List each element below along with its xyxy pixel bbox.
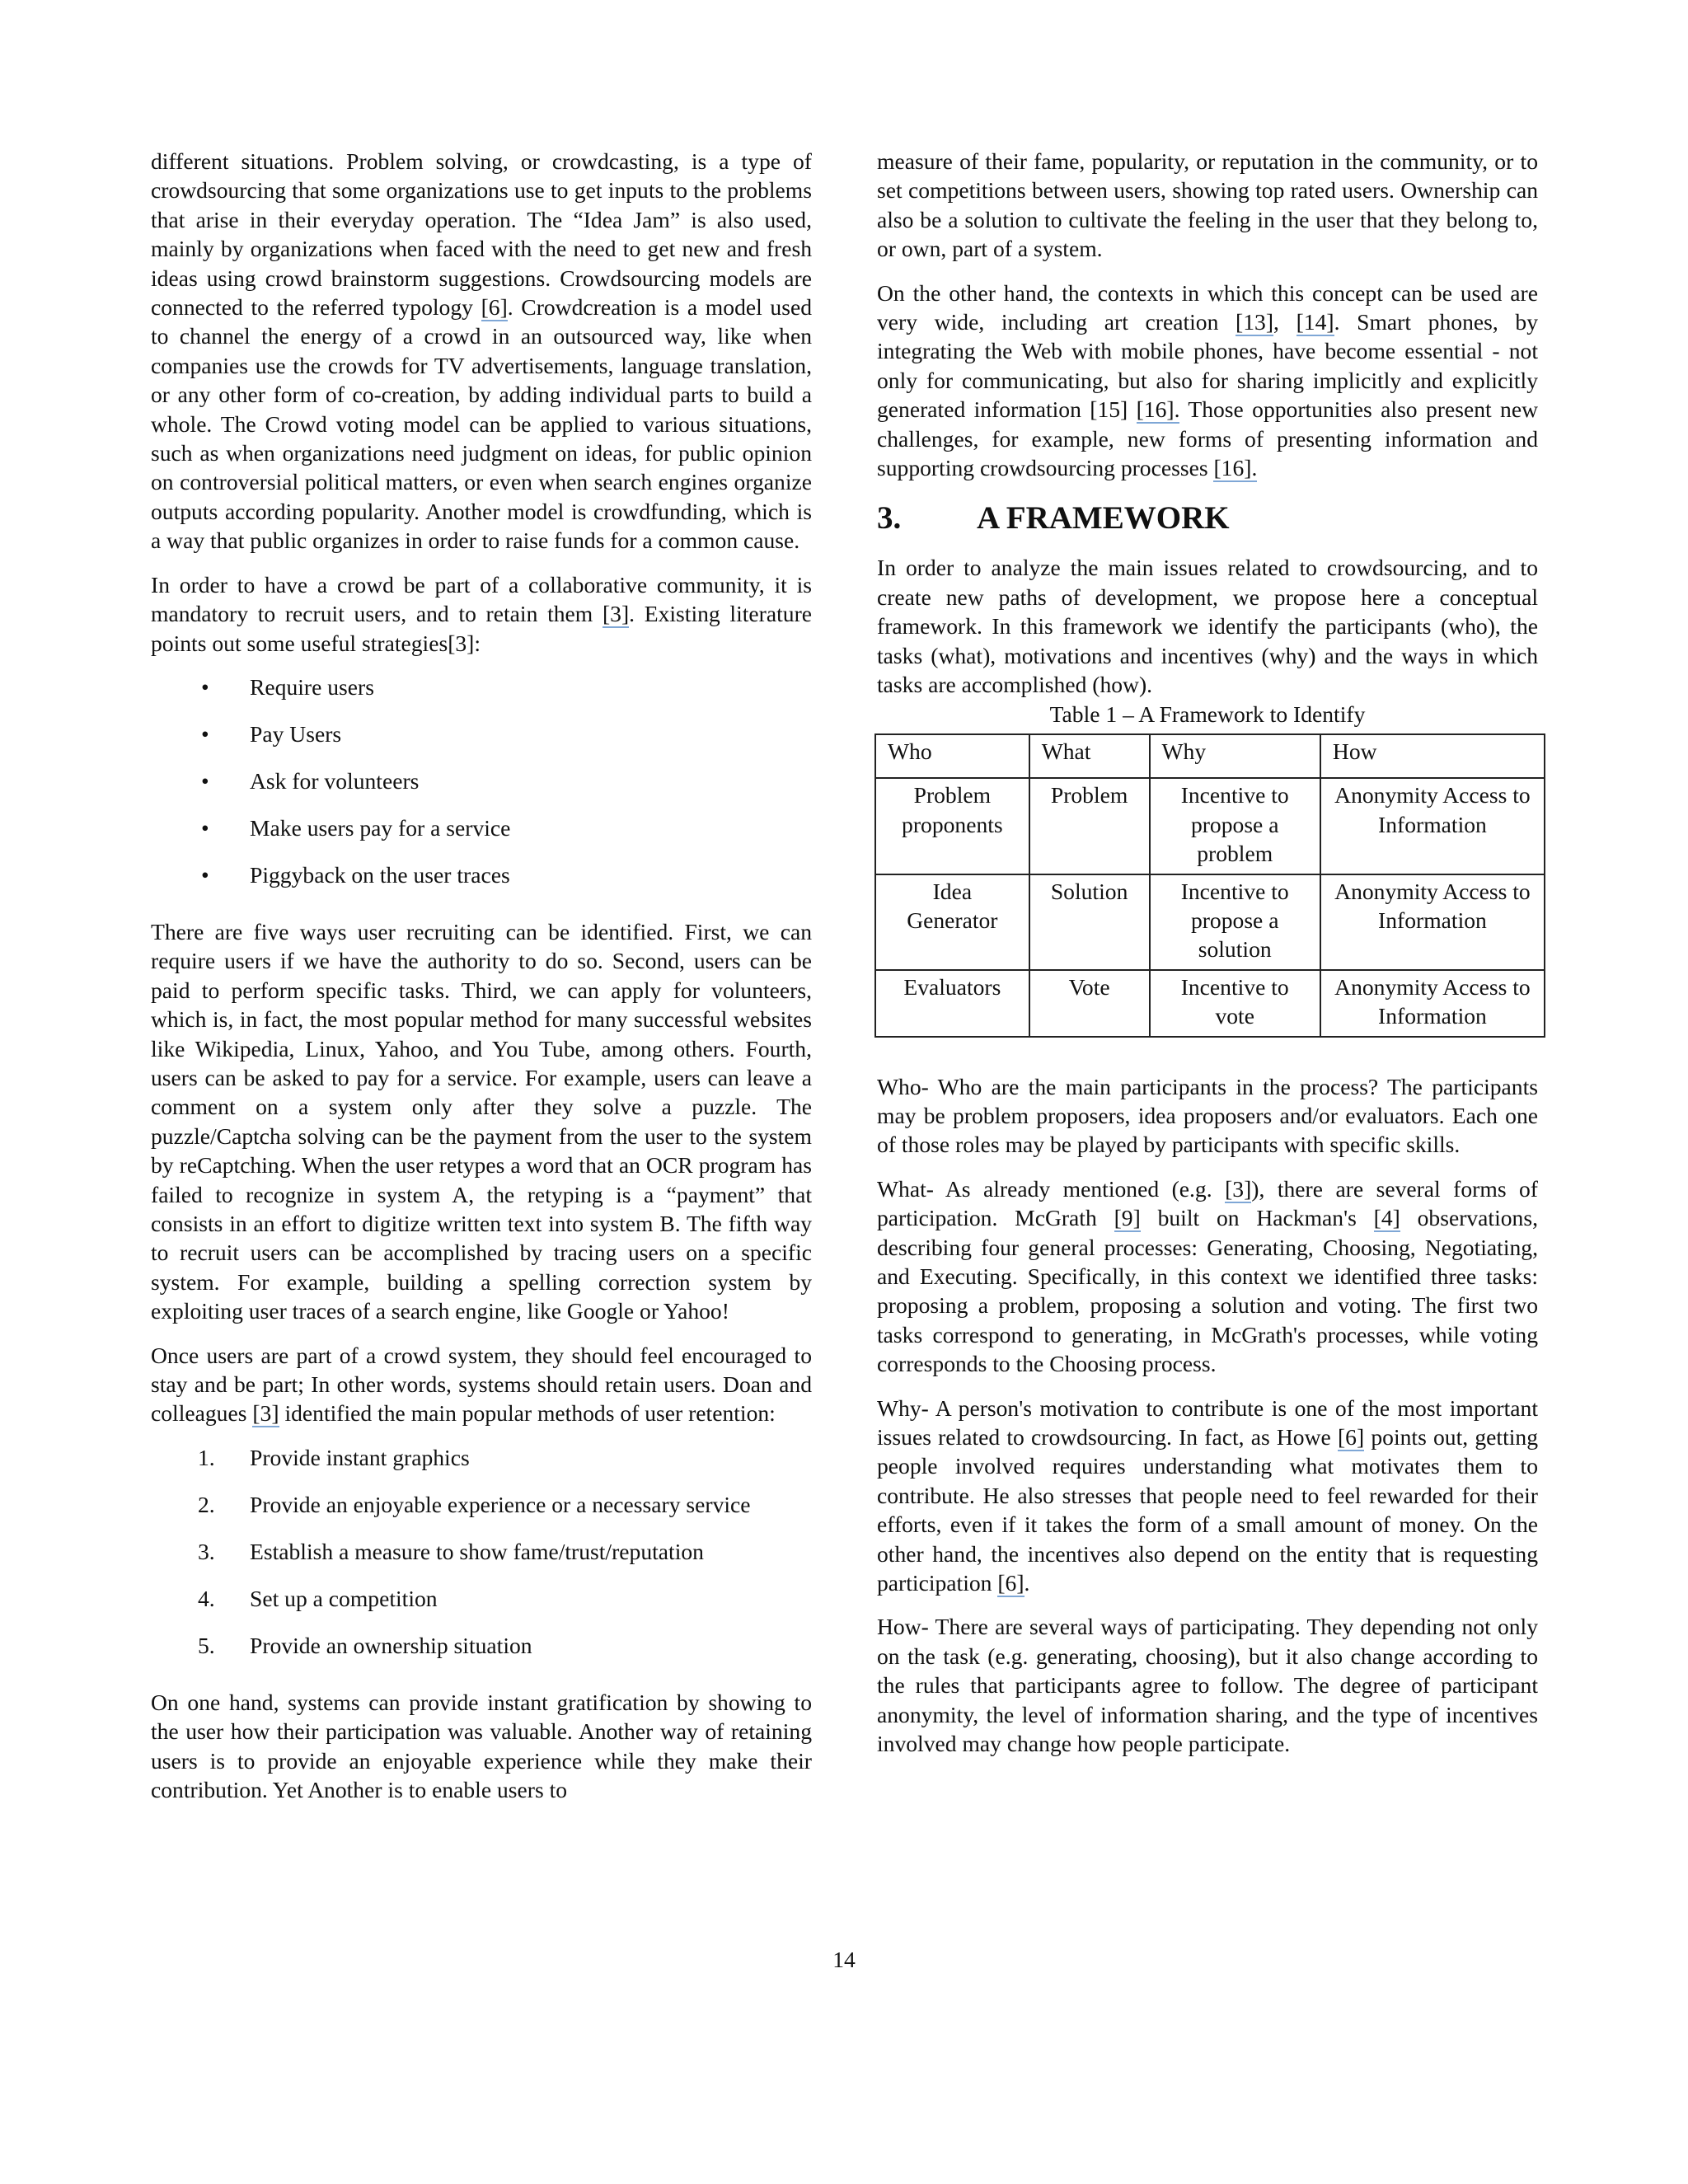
citation-link[interactable]: [4]	[1373, 1205, 1400, 1231]
paragraph-crowdsourcing-models: different situations. Problem solving, or crowdcasting, is a type of crowdsourcing that some organizations use to get inputs to the problems that arise in their everyday operation. The “Idea Jam” is also used, mainly by organizations when faced with the need to get new and fresh ideas using crowd brainstorm suggestions. Crowdsourcing models are connected to the referred typology [6]. Crowdcreation is a model used to channel the energy of a crowd in an outsourced way, like when companies use the crowds for TV advertisements, language translation, or any other form of co-creation, by adding individual parts to build a whole. The Crowd voting model can be applied to various situations, such as when organizations need judgment on ideas, for public opinion on controversial political matters, or even when search engines organize outputs according popularity. Another model is crowdfunding, which is a way that public organizes in order to raise funds for a common cause.	[151, 148, 812, 554]
table-row	[875, 970, 1545, 1037]
paragraph-framework-intro: In order to analyze the main issues related to crowdsourcing, and to create new paths of development, we propose here a conceptual framework. In this framework we identify the participants (who), the tasks (what), motivations and incentives (why) and the ways in which tasks are accomplished (how).	[877, 555, 1538, 698]
table-cell: Idea Generator	[875, 874, 1029, 970]
paragraph-what: What- As already mentioned (e.g. [3]), there are several forms of participation. McGrath [9] built on Hackman's [4] observations, describing four general processes: Generating, Choosing, Negotiating, and Executing. Specifically, in this context we identified three tasks: proposing a problem, proposing a solution and voting. The first two tasks correspond to generating, in McGrath's processes, while voting corresponds to the Choosing process.	[877, 1175, 1538, 1377]
citation-link[interactable]: [16].	[1213, 455, 1258, 481]
table-cell: Anonymity Access to Information	[1320, 778, 1545, 874]
paragraph-contexts: On the other hand, the contexts in which this concept can be used are very wide, including art creation [13], [14]. Smart phones, by integrating the Web with mobile phones, have become essential - not only for communicating, but also for sharing implicitly and explicitly generated information [15] [16]. Those opportunities also present new challenges, for example, new forms of presenting information and supporting crowdsourcing processes [16].	[877, 279, 1539, 481]
right-column	[877, 147, 1538, 1774]
recruiting-strategies-list	[151, 673, 812, 907]
table-header-row	[875, 734, 1545, 778]
bullet-icon: •	[201, 673, 209, 700]
list-item: • Require users	[151, 673, 812, 719]
table-cell: Anonymity Access to Information	[1320, 874, 1545, 970]
paragraph-how: How- There are several ways of participating. They depending not only on the task (e.g. generating, choosing), but it also change according to the rules that participants agree to follow. The degree of participant anonymity, the level of information sharing, and the type of incentives involved may change how people participate.	[877, 1614, 1538, 1757]
list-item: 4. Set up a competition	[198, 1585, 438, 1611]
table-cell: Vote	[1029, 970, 1150, 1037]
paragraph-who: Who- Who are the main participants in the process? The participants may be problem proposers, idea proposers and/or evaluators. Each one of those roles may be played by participants with specific skills.	[877, 1073, 1538, 1158]
table-header-cell: Why	[1150, 734, 1320, 778]
paragraph-recruit-users: In order to have a crowd be part of a collaborative community, it is mandatory to recruit users, and to retain them [3]. Existing literature points out some useful strategies[3]:	[151, 571, 812, 656]
citation-link[interactable]: [6]	[997, 1570, 1025, 1596]
list-item: 1. Provide instant graphics	[198, 1444, 470, 1470]
table-row	[875, 874, 1545, 970]
table-cell: Incentive to propose a problem	[1150, 778, 1320, 874]
retention-methods-list	[151, 1443, 812, 1678]
table-row	[875, 778, 1545, 874]
table-header-cell: Who	[875, 734, 1029, 778]
table-cell: Solution	[1029, 874, 1150, 970]
list-item: • Piggyback on the user traces	[151, 860, 812, 907]
table-cell: Incentive to vote	[1150, 970, 1320, 1037]
bullet-icon: •	[201, 814, 209, 841]
framework-table	[874, 733, 1545, 1038]
list-item: 5. Provide an ownership situation	[198, 1632, 532, 1658]
table-cell: Problem proponents	[875, 778, 1029, 874]
section-heading: 3. A FRAMEWORK	[877, 500, 1230, 537]
table-header-cell: What	[1029, 734, 1150, 778]
table-caption: Table 1 – A Framework to Identify	[1049, 701, 1366, 727]
citation-link[interactable]: [16].	[1136, 396, 1180, 423]
citation-link[interactable]: [6]	[1337, 1424, 1365, 1451]
list-item: 3. Establish a measure to show fame/trust/reputation	[198, 1538, 704, 1564]
citation-link[interactable]: [3]	[602, 601, 630, 627]
table-cell: Problem	[1029, 778, 1150, 874]
page-number: 14	[832, 1947, 856, 1972]
citation-link[interactable]: [14]	[1296, 309, 1334, 335]
paragraph-five-ways: There are five ways user recruiting can be identified. First, we can require users if we have the authority to do so. Second, users can be paid to perform specific tasks. Third, we can apply for volunteers, which is, in fact, the most popular method for many successful websites like Wikipedia, Linux, Yahoo, and You Tube, among others. Fourth, users can be asked to pay for a service. For example, users can leave a comment on a system only after they solve a puzzle. The puzzle/Captcha solving can be the payment from the user to the system by reCaptching. When the user retypes a word that an OCR program has failed to recognize in system A, the retyping is a “payment” that consists in an effort to digitize written text into system B. The fifth way to recruit users can be accomplished by tracing users on a specific system. For example, building a spelling correction system by exploiting user traces of a search engine, like Google or Yahoo!	[151, 918, 812, 1324]
left-column	[151, 147, 812, 1819]
bullet-icon: •	[201, 767, 209, 794]
list-item: • Pay Users	[151, 719, 812, 766]
citation-link[interactable]: [6]	[481, 294, 508, 321]
paragraph-gratification: On one hand, systems can provide instant gratification by showing to the user how their participation was valuable. Another way of retaining users is to provide an enjoyable experience while they make their contribution. Yet Another is to enable users to	[151, 1689, 812, 1803]
citation-link[interactable]: [3]	[1225, 1175, 1252, 1202]
table-header-cell: How	[1320, 734, 1545, 778]
list-item: • Ask for volunteers	[151, 766, 812, 813]
list-item: • Make users pay for a service	[151, 813, 812, 860]
bullet-icon: •	[201, 861, 209, 888]
table-cell: Evaluators	[875, 970, 1029, 1037]
bullet-icon: •	[201, 720, 209, 747]
paragraph-fame: measure of their fame, popularity, or reputation in the community, or to set competitions between users, showing top rated users. Ownership can also be a solution to cultivate the feeling in the user that they belong to, or own, part of a system.	[877, 148, 1538, 262]
list-item: 2. Provide an enjoyable experience or a necessary service	[198, 1491, 751, 1517]
citation-link[interactable]: [13]	[1236, 309, 1274, 335]
paragraph-retention: Once users are part of a crowd system, they should feel encouraged to stay and be part; In other words, systems should retain users. Doan and colleagues [3] identified the main popular methods of user retention:	[151, 1342, 812, 1427]
table-cell: Incentive to propose a solution	[1150, 874, 1320, 970]
citation-link[interactable]: [9]	[1114, 1205, 1141, 1231]
table-cell: Anonymity Access to Information	[1320, 970, 1545, 1037]
paragraph-why: Why- A person's motivation to contribute is one of the most important issues related to crowdsourcing. In fact, as Howe [6] points out, getting people involved requires understanding what motivates them to contribute. He also stresses that people need to feel rewarded for their efforts, even if it takes the form of a small amount of money. On the other hand, the incentives also depend on the entity that is requesting participation [6].	[877, 1394, 1538, 1596]
citation-link[interactable]: [3]	[252, 1400, 279, 1427]
